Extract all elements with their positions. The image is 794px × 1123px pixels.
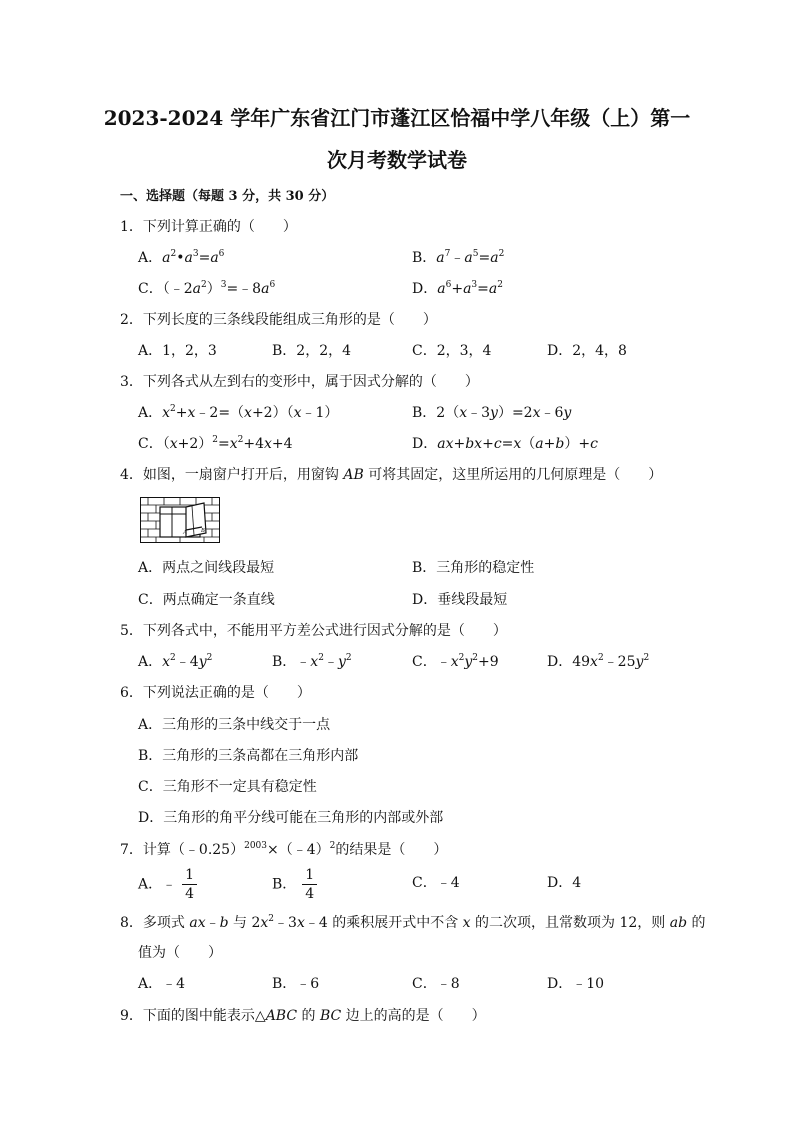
question-2-option-c: C．2，3，4 [412,343,492,359]
window-figure [140,497,220,543]
question-4-option-b: B．三角形的稳定性 [412,560,535,576]
question-4-option-a: A．两点之间线段最短 [138,560,275,576]
question-2-option-b: B．2，2，4 [272,343,352,359]
question-2-stem: 2．下列长度的三条线段能组成三角形的是（ ） [120,312,437,328]
fraction: $\frac{1}{4}$ [302,868,317,901]
question-5-option-d: D．$49x^2﹣25y^2$ [547,653,650,670]
question-3-option-d: D．ax+bx+c=x（a+b）+c [412,436,598,452]
question-5-option-c: C．$﹣x^2y^2+9$ [412,653,499,670]
question-1-option-d: D．$a^6+a^3=a^2$ [412,280,503,297]
question-7-option-b: B． $\frac{1}{4}$ [272,868,317,901]
question-5-stem: 5．下列各式中，不能用平方差公式进行因式分解的是（ ） [120,623,507,639]
question-7-option-d: D．4 [547,875,582,891]
section-heading: 一、选择题（每题 3 分，共 30 分） [120,189,335,204]
question-3-stem: 3．下列各式从左到右的变形中，属于因式分解的（ ） [120,374,479,390]
question-5-option-a: A．$x^2﹣4y^2$ [138,653,213,670]
question-8-option-a: A．﹣4 [138,976,186,992]
question-7-option-a: A．﹣ $\frac{1}{4}$ [138,868,197,901]
exam-title-line1: 2023-2024 学年广东省江门市蓬江区恰福中学八年级（上）第一 [103,106,691,130]
question-8-stem-cont: 值为（ ） [138,945,222,961]
exam-title-line2: 次月考数学试卷 [327,148,467,172]
question-6-option-d: D．三角形的角平分线可能在三角形的内部或外部 [138,810,444,826]
question-8-option-d: D．﹣10 [547,976,605,992]
question-7-stem: 7．计算（﹣0.25）$^{2003}$×（﹣4）$^2$的结果是（ ） [120,841,448,858]
question-1-option-a: A．$a^2•a^3=a^6$ [138,249,225,266]
question-6-option-a: A．三角形的三条中线交于一点 [138,717,331,733]
question-4-stem: 4．如图，一扇窗户打开后，用窗钩 AB 可将其固定，这里所运用的几何原理是（ ） [120,467,663,483]
figure-label-b: B [201,528,205,534]
question-1-option-c: C．$(﹣2a^2)^3=﹣8a^6$ [138,280,276,297]
question-4-option-c: C．两点确定一条直线 [138,592,275,608]
figure-label-a: A [183,530,187,536]
fraction: $\frac{1}{4}$ [182,868,197,901]
question-3-option-a: A．$x^2+x﹣2=(x+2)(x﹣1)$ [138,404,339,421]
question-6-stem: 6．下列说法正确的是（ ） [120,685,311,701]
question-6-option-c: C．三角形不一定具有稳定性 [138,779,317,795]
question-1-option-b: B．$a^7﹣a^5=a^2$ [412,249,505,266]
question-2-option-a: A．1，2，3 [138,343,217,359]
question-1-stem: 1．下列计算正确的（ ） [120,219,297,235]
question-3-option-c: C．$(x+2)^2=x^2+4x+4$ [138,435,293,452]
question-2-option-d: D．2，4，8 [547,343,627,359]
question-9-stem: 9．下面的图中能表示△ABC 的 BC 边上的高的是（ ） [120,1008,486,1024]
question-3-option-b: B．2（x﹣3y）=2x﹣6y [412,405,572,421]
question-6-option-b: B．三角形的三条高都在三角形内部 [138,748,359,764]
question-7-option-c: C．﹣4 [412,875,460,891]
question-8-option-c: C．﹣8 [412,976,460,992]
question-5-option-b: B．$﹣x^2﹣y^2$ [272,653,352,670]
question-8-stem: 8．多项式 ax﹣b 与 $2x^2﹣3x﹣4$ 的乘积展开式中不含 x 的二次项，且常数项为 12，则 ab 的 [120,914,706,931]
question-8-option-b: B．﹣6 [272,976,320,992]
question-4-option-d: D．垂线段最短 [412,592,508,608]
